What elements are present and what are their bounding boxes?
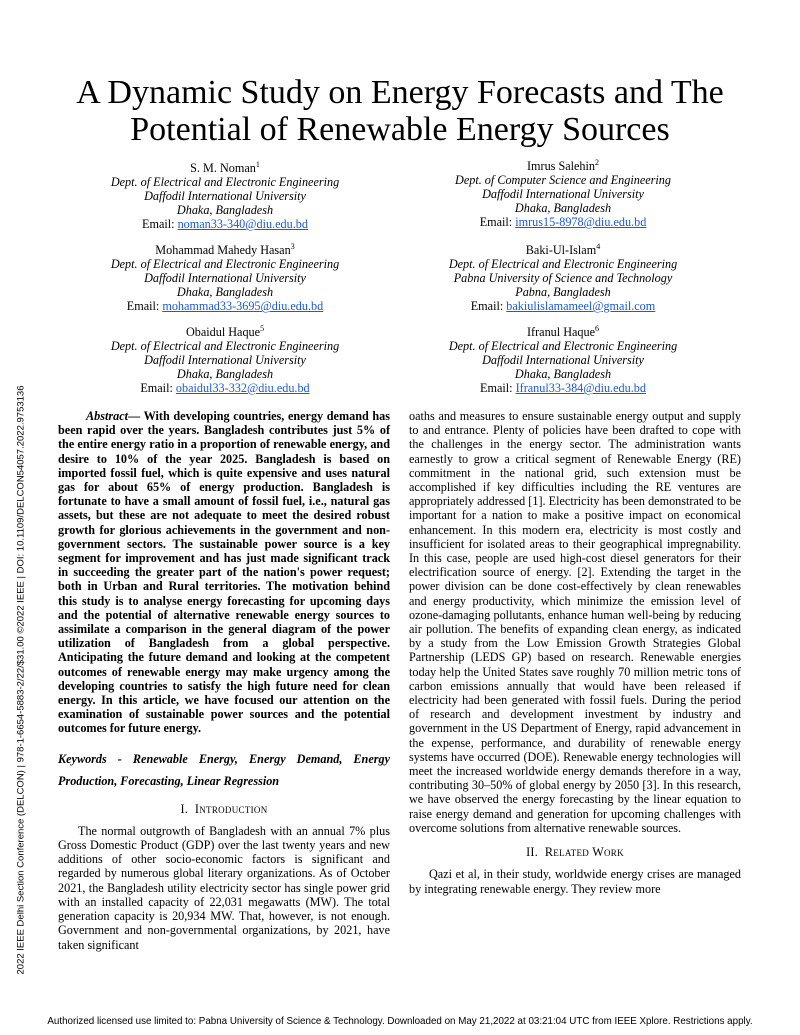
author-location: Dhaka, Bangladesh	[514, 367, 612, 382]
author-sup: 6	[595, 324, 599, 333]
author-email-link[interactable]: imrus15-8978@diu.edu.bd	[515, 215, 647, 230]
abstract-text: — With developing countries, energy demand has been rapid over the years. Bangladesh contributes just 5% of the entire energy ratio in a proportion of renewable energy, and desire to 10% of the year 2025. Bangladesh is based on imported fossil fuel, which is quite expensive and uses natural gas for about 65% of energy production. Bangladesh is fortunate to have a small amount of fossil fuel, i.e., natural gas assets, but these are not adequate to meet the desired robust growth for glorious achievements in the government and non-government sectors. The sustainable power source is a key segment for improvement and has just made significant track in succeeding the greater part of the nation's power request; both in Urban and Rural territories. The motivation behind this study is to analyse energy forecasting for upcoming days and the potential of alternative renewable energy sources to assimilate a comparison in the general diagram of the power utilization of Bangladesh from a global perspective. Anticipating the future demand and looking at the competent outcomes of renewable energy may make urgency among the developing countries to satisfy the high future need for clean energy. In this article, we have focused our attention on the examination of sustainable power sources and the potential outcomes for future energy.	[58, 409, 390, 736]
author-univ: Daffodil International University	[144, 189, 306, 204]
author-name: S. M. Noman	[190, 161, 256, 176]
related-work-paragraph: Qazi et al, in their study, worldwide energy crises are managed by integrating renewable energy. They review more	[409, 867, 741, 896]
abstract-lead: Abstract	[86, 409, 128, 423]
keywords: Keywords - Renewable Energy, Energy Demand, Energy Production, Forecasting, Linear Regression	[58, 751, 390, 788]
section-heading-introduction	[58, 802, 390, 816]
email-label: Email:	[470, 299, 507, 314]
author-sup: 3	[290, 242, 295, 251]
author-location: Dhaka, Bangladesh	[176, 367, 274, 382]
author-univ: Pabna University of Science and Technology	[453, 271, 673, 286]
author-3	[75, 240, 375, 313]
abstract	[58, 409, 390, 736]
doi-sidebar-text: 2022 IEEE Delhi Section Conference (DELCON) | 978-1-6654-5883-2/22/$31.00 ©2022 IEEE | DOI: 10.1109/DELCON54057.2022.9753136	[15, 385, 27, 975]
author-email-link[interactable]: noman33-340@diu.edu.bd	[177, 217, 308, 232]
author-name: Imrus Salehin	[526, 159, 596, 174]
email-label: Email:	[126, 299, 163, 314]
left-column	[58, 409, 390, 952]
section-title: Introduction	[194, 801, 268, 816]
right-column	[409, 409, 741, 896]
author-dept: Dept. of Computer Science and Engineering	[455, 173, 671, 188]
author-location: Dhaka, Bangladesh	[176, 203, 274, 218]
email-label: Email:	[140, 381, 176, 396]
author-6	[413, 322, 713, 395]
intro-paragraph: The normal outgrowth of Bangladesh with an annual 7% plus Gross Domestic Product (GDP) over the last twenty years and new additions of other socio-economic factors is significant and regarded by numerous global literary organizations. As of October 2021, the Bangladesh utility electricity sector has single power grid with an installed capacity of 22,031 megawatts (MW). The total generation capacity is 20,934 MW. That, however, is not enough. Government and non-governmental organizations, by 2021, have taken significant	[58, 823, 390, 952]
author-location: Dhaka, Bangladesh	[514, 201, 612, 216]
author-dept: Dept. of Electrical and Electronic Engineering	[110, 175, 340, 190]
author-name: Baki-Ul-Islam	[525, 243, 597, 258]
email-label: Email:	[480, 381, 516, 396]
section-title: Related Work	[544, 845, 624, 860]
author-2	[413, 156, 713, 229]
author-name: Ifranul Haque	[526, 325, 595, 340]
section-number: II.	[526, 845, 539, 860]
author-dept: Dept. of Electrical and Electronic Engineering	[110, 257, 340, 272]
author-email-link[interactable]: obaidul33-332@diu.edu.bd	[175, 381, 310, 396]
email-label: Email:	[479, 215, 516, 230]
author-location: Dhaka, Bangladesh	[176, 285, 274, 300]
author-univ: Daffodil International University	[144, 353, 306, 368]
author-location: Pabna, Bangladesh	[515, 285, 611, 300]
author-dept: Dept. of Electrical and Electronic Engineering	[448, 257, 678, 272]
author-5	[75, 322, 375, 395]
email-label: Email:	[142, 217, 178, 232]
author-name: Obaidul Haque	[185, 325, 261, 340]
author-sup: 1	[255, 160, 260, 169]
author-email-link[interactable]: mohammad33-3695@diu.edu.bd	[162, 299, 324, 314]
title-line-1: A Dynamic Study on Energy Forecasts and The	[76, 74, 724, 111]
intro-continued-paragraph: oaths and measures to ensure sustainable energy output and supply to and entrance. Plenty of policies have been drafted to cope with the challenges in the energy sector. The administration wants earnestly to grow a critical segment of Renewable Energy (RE) commitment in the national grid, such extension must be accomplished if key difficulties including the RE ventures are appropriately addressed [1]. Electricity has been demonstrated to be important for a nation to make a positive impact on economical enhancement. In this modern era, electricity is most costly and insufficient for isolated areas to their geographical impregnability. In this case, people are used high-cost diesel generators for their electrification source of energy. [2]. Extending the target in the power division can be done cost-effectively by clean renewables and energy productivity, which minimize the emission level of ozone-damaging pollutants, enhance human well-being by reducing air pollution. The benefits of expanding clean energy, as indicated by a study from the Low Emission Growth Strategies Global Partnership (LEDS GP) based on research. Renewable energies today help the United States save roughly 70 million metric tons of carbon emissions annually that would have been released if electricity had been generated with fossil fuels. During the period of research and development investment by industry and government in the US Department of Energy, rapid advancement in the expense, performance, and durability of renewable energy systems have occurred (DOE). Renewable energy technologies will meet the increased worldwide energy demands therefore in a way, contributing 30–50% of global energy by 2050 [3]. In this research, we have observed the energy forecasting by the linear equation to raise energy demand and generation for upcoming challenges with overcome solutions from alternative renewable sources.	[409, 409, 741, 835]
author-dept: Dept. of Electrical and Electronic Engineering	[448, 339, 678, 354]
doi-sidebar	[14, 380, 28, 980]
author-1	[75, 158, 375, 231]
author-sup: 5	[260, 324, 265, 333]
paper-title	[60, 74, 740, 148]
section-number: I.	[180, 801, 189, 816]
license-footer: Authorized licensed use limited to: Pabna University of Science & Technology. Downloaded on May 21,2022 at 03:21:04 UTC from IEEE Xplore. Restrictions apply.	[47, 1016, 753, 1027]
author-email-link[interactable]: bakiulislamameel@gmail.com	[506, 299, 656, 314]
author-univ: Daffodil International University	[144, 271, 306, 286]
author-sup: 4	[596, 242, 601, 251]
author-sup: 2	[595, 158, 600, 167]
author-univ: Daffodil International University	[482, 353, 644, 368]
author-4	[413, 240, 713, 313]
title-line-2: Potential of Renewable Energy Sources	[130, 111, 670, 148]
author-univ: Daffodil International University	[482, 187, 644, 202]
author-name: Mohammad Mahedy Hasan	[155, 243, 291, 258]
author-email-link[interactable]: Ifranul33-384@diu.edu.bd	[515, 381, 646, 396]
section-heading-related-work	[409, 845, 741, 859]
author-dept: Dept. of Electrical and Electronic Engineering	[110, 339, 340, 354]
